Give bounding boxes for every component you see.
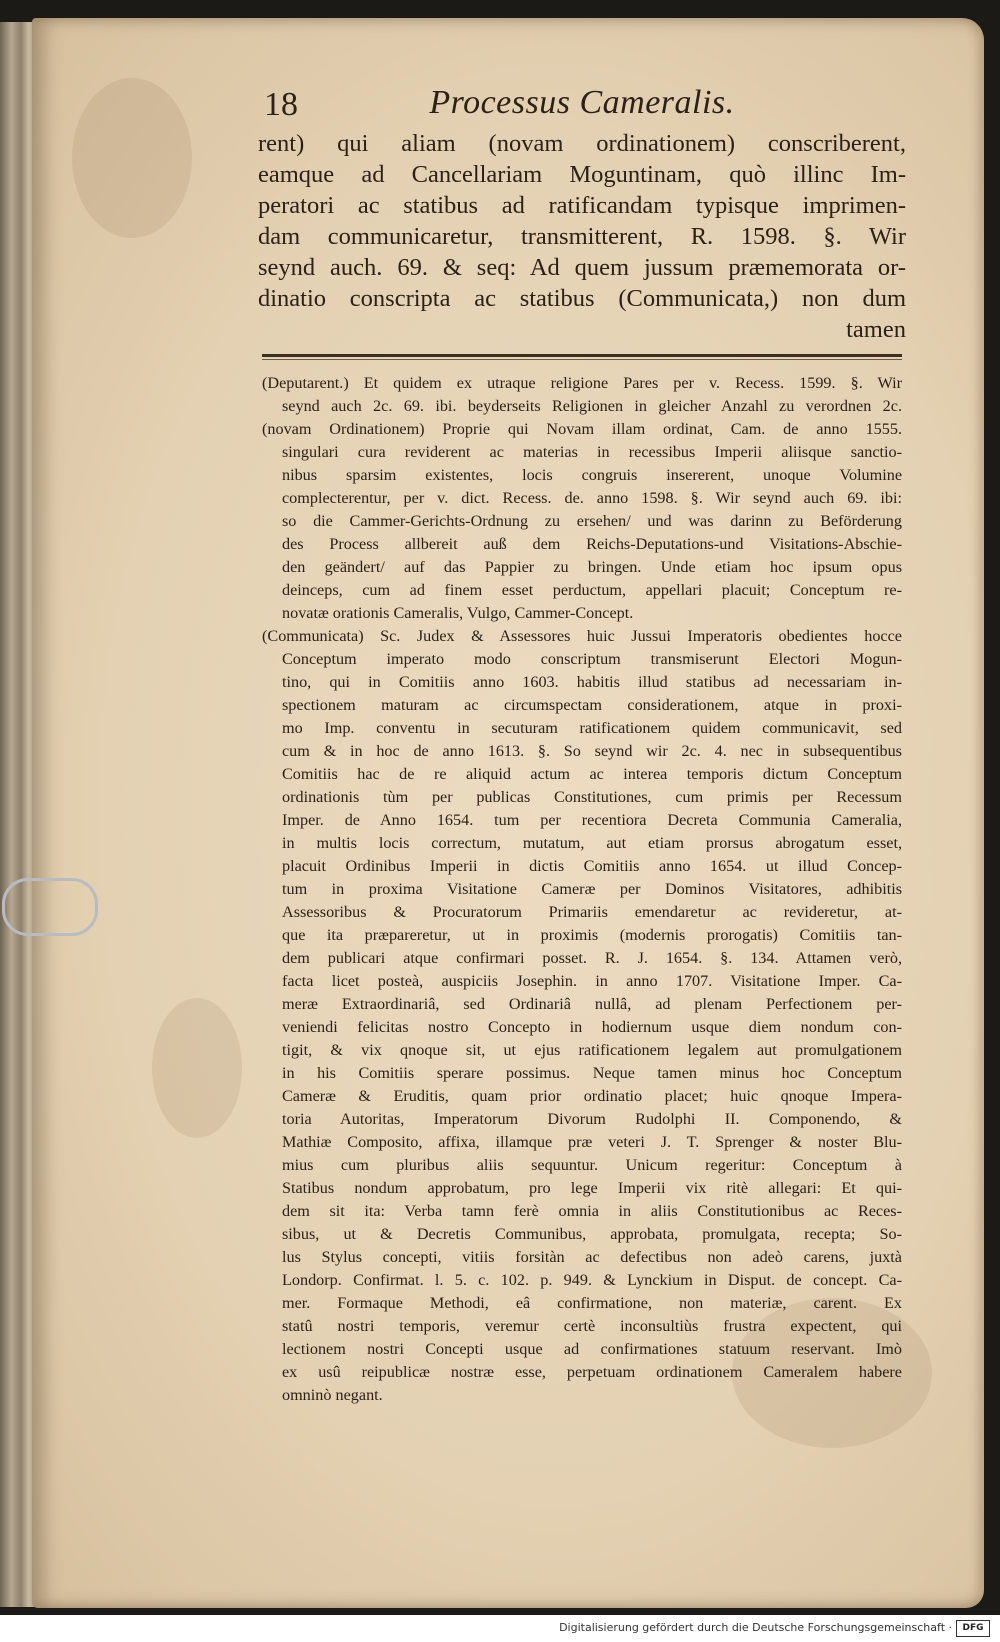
footnote-line: spectionem maturam ac circumspectam considerationem, atque in proxi- <box>282 696 902 714</box>
footnote-line: in his Comitiis sperare possimus. Neque tamen minus hoc Conceptum <box>282 1064 902 1082</box>
footnote-line: mer. Formaque Methodi, eâ confirmatione, non materiæ, carent. Ex <box>282 1294 902 1312</box>
footnote-line: tino, qui in Comitiis anno 1603. habitis illud statibus ad necessariam in- <box>282 673 902 691</box>
footnote-line: so die Cammer-Gerichts-Ordnung zu ersehen/ und was darinn zu Beförderung <box>282 512 902 530</box>
footnote-line: deinceps, cum ad finem esset perductum, appellari placuit; Conceptum re- <box>282 581 902 599</box>
footnote-divider <box>262 354 902 357</box>
footnote-line: meræ Extraordinariâ, sed Ordinariâ nullâ, ad plenam Perfectionem per- <box>282 995 902 1013</box>
footnote-line: (Communicata) Sc. Judex & Assessores huic Jussui Imperatoris obedientes hocce <box>262 627 902 645</box>
main-text-line: rent) qui aliam (novam ordinationem) conscriberent, <box>258 130 906 157</box>
footnote-line: Cameræ & Eruditis, quam prior ordinatio placet; huic qnoque Impera- <box>282 1087 902 1105</box>
footnote-line: sibus, ut & Decretis Communibus, approbata, promulgata, recepta; So- <box>282 1225 902 1243</box>
footnote-line: ordinationis tùm per publicas Constitutiones, cum primis per Recessum <box>282 788 902 806</box>
footnote-line: den geändert/ auf das Pappier zu bringen. Unde etiam hoc ipsum opus <box>282 558 902 576</box>
digitization-footer <box>0 1615 1000 1642</box>
footnote-line: veniendi felicitas nostro Concepto in hodiernum usque diem nondum con- <box>282 1018 902 1036</box>
footnote-line: (novam Ordinationem) Proprie qui Novam illam ordinat, Cam. de anno 1555. <box>262 420 902 438</box>
footnote-line: nibus sparsim existentes, locis congruis insererent, unoque Volumine <box>282 466 902 484</box>
paper-stain <box>72 78 192 238</box>
footnote-line: lectionem nostri Concepti usque ad confirmationes statuum reservant. Imò <box>282 1340 902 1358</box>
footnote-line: Mathiæ Composito, affixa, illamque præ veteri J. T. Sprenger & noster Blu- <box>282 1133 902 1151</box>
footnote-line: Statibus nondum approbatum, pro lege Imperii vix ritè allegari: Et qui- <box>282 1179 902 1197</box>
running-title: Processus Cameralis. <box>429 84 735 121</box>
main-text-line: dinatio conscripta ac statibus (Communicata,) non dum <box>258 285 906 312</box>
footnote-line: (Deputarent.) Et quidem ex utraque religione Pares per v. Recess. 1599. §. Wir <box>262 374 902 392</box>
footnote-line: facta licet posteà, auspiciis Josephin. in anno 1707. Visitatione Imper. Ca- <box>282 972 902 990</box>
footnote-line: Imper. de Anno 1654. tum per recentiora Decreta Communia Cameralia, <box>282 811 902 829</box>
main-text-block <box>258 128 906 345</box>
footnote-line: que ita præpareretur, ut in proximis (modernis prorogatis) Comitiis tan- <box>282 926 902 944</box>
page-header <box>258 86 906 128</box>
footnote-line: toria Autoritas, Imperatorum Divorum Rudolphi II. Componendo, & <box>282 1110 902 1128</box>
footnote-line: Comitiis hac de re aliquid actum ac interea temporis dictum Conceptum <box>282 765 902 783</box>
footnote-line: Assessoribus & Procuratorum Primariis emendaretur ac revideretur, at- <box>282 903 902 921</box>
footnote-line: lus Stylus concepti, vitiis forsitàn ac defectibus non adeò carens, juxtà <box>282 1248 902 1266</box>
footnote-line: complecterentur, per v. dict. Recess. de. anno 1598. §. Wir seynd auch 69. ibi: <box>282 489 902 507</box>
footnote-line: omninò negant. <box>282 1386 383 1404</box>
footnote-line: dem sit ita: Verba tamn ferè omnia in aliis Constitutionibus ac Reces- <box>282 1202 902 1220</box>
page-clip-icon <box>2 878 98 936</box>
footnote-line: ex usû reipublicæ nostræ esse, perpetuam ordinationem Cameralem habere <box>282 1363 902 1381</box>
footnote-divider-thin <box>262 359 902 360</box>
footnote-line: seynd auch 2c. 69. ibi. beyderseits Religionen in gleicher Anzahl zu verordnen 2c. <box>282 397 902 415</box>
paper-stain <box>152 998 242 1138</box>
footnote-line: des Process allbereit auß dem Reichs-Deputations-und Visitations-Abschie- <box>282 535 902 553</box>
footnote-line: singulari cura reviderent ac materias in recessibus Imperii aliisque sanctio- <box>282 443 902 461</box>
footnote-line: mo Imp. conventu in secuturam ratificationem quidem communicavit, sed <box>282 719 902 737</box>
main-text-line: peratori ac statibus ad ratificandam typisque imprimen- <box>258 192 906 219</box>
main-text-line: dam communicaretur, transmitterent, R. 1598. §. Wir <box>258 223 906 250</box>
footnote-line: Londorp. Confirmat. l. 5. c. 102. p. 949. & Lynckium in Disput. de concept. Ca- <box>282 1271 902 1289</box>
footnotes-block <box>262 372 902 1407</box>
footnote-line: dem publicari atque confirmari posset. R. J. 1654. §. 134. Attamen verò, <box>282 949 902 967</box>
footnote-line: placuit Ordinibus Imperii in dictis Comitiis anno 1654. ut illud Concep- <box>282 857 902 875</box>
footnote-line: novatæ orationis Cameralis, Vulgo, Cammer-Concept. <box>282 604 634 622</box>
footnote-line: Conceptum imperato modo conscriptum transmiserunt Electori Mogun- <box>282 650 902 668</box>
footnote-line: statû nostri temporis, veremur certè inconsultiùs frustra expectent, qui <box>282 1317 902 1335</box>
footnote-line: in multis locis correctum, mutatum, aut etiam prorsus abrogatum esset, <box>282 834 902 852</box>
footnote-line: mius cum pluribus aliis sequuntur. Unicum regeritur: Conceptum à <box>282 1156 902 1174</box>
main-text-line: seynd auch. 69. & seq: Ad quem jussum præmemorata or- <box>258 254 906 281</box>
main-text-line: tamen <box>846 316 906 343</box>
dfg-logo: DFG <box>956 1620 990 1637</box>
main-text-line: eamque ad Cancellariam Moguntinam, quò illinc Im- <box>258 161 906 188</box>
footer-credit: Digitalisierung gefördert durch die Deutsche Forschungsgemeinschaft · <box>559 1621 952 1634</box>
page-number: 18 <box>264 86 298 123</box>
footnote-line: cum & in hoc de anno 1613. §. So seynd wir 2c. 4. nec in subsequentibus <box>282 742 902 760</box>
footnote-line: tum in proxima Visitatione Cameræ per Dominos Visitatores, adhibitis <box>282 880 902 898</box>
footnote-line: tigit, & vix qnoque sit, ut ejus ratificationem legalem aut promulgationem <box>282 1041 902 1059</box>
